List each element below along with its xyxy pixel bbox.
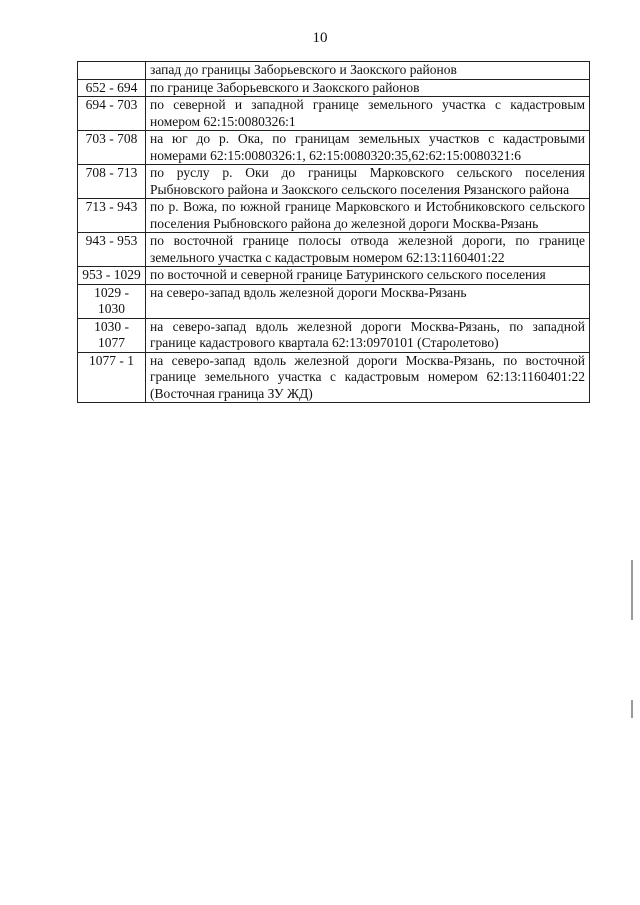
table-row <box>78 131 590 165</box>
table-row <box>78 352 590 403</box>
description-cell: на северо-запад вдоль железной дороги Москва-Рязань, по западной границе кадастрового квартала 62:13:0970101 (Старолетово) <box>146 318 590 352</box>
description-cell: по восточной границе полосы отвода железной дороги, по границе земельного участка с кадастровым номером 62:13:1160401:22 <box>146 233 590 267</box>
scan-edge-mark <box>631 560 633 620</box>
boundary-segments-table <box>77 61 590 403</box>
table-row <box>78 199 590 233</box>
scan-edge-mark <box>631 700 633 718</box>
description-cell: по северной и западной границе земельного участка с кадастровым номером 62:15:0080326:1 <box>146 97 590 131</box>
table-row <box>78 97 590 131</box>
description-cell: по р. Вожа, по южной границе Марковского и Истобниковского сельского поселения Рыбновского района до железной дороги Москва-Рязань <box>146 199 590 233</box>
table-row <box>78 79 590 97</box>
description-cell: по границе Заборьевского и Заокского районов <box>146 79 590 97</box>
description-cell: на северо-запад вдоль железной дороги Москва-Рязань <box>146 284 590 318</box>
table-row <box>78 165 590 199</box>
segment-cell: 1077 - 1 <box>78 352 146 403</box>
table-row <box>78 62 590 80</box>
table-row <box>78 233 590 267</box>
description-cell: по руслу р. Оки до границы Марковского сельского поселения Рыбновского района и Заокского сельского поселения Рязанского района <box>146 165 590 199</box>
description-cell: на юг до р. Ока, по границам земельных участков с кадастровыми номерами 62:15:0080326:1, 62:15:0080320:35,62:62:15:0080321:6 <box>146 131 590 165</box>
segment-cell: 694 - 703 <box>78 97 146 131</box>
table-row <box>78 284 590 318</box>
segment-cell: 1030 - 1077 <box>78 318 146 352</box>
description-cell: на северо-запад вдоль железной дороги Москва-Рязань, по восточной границе земельного участка с кадастровым номером 62:13:1160401:22 (Восточная граница ЗУ ЖД) <box>146 352 590 403</box>
segment-cell: 943 - 953 <box>78 233 146 267</box>
table-row <box>78 318 590 352</box>
segment-cell: 708 - 713 <box>78 165 146 199</box>
segment-cell: 703 - 708 <box>78 131 146 165</box>
description-cell: по восточной и северной границе Батуринского сельского поселения <box>146 267 590 285</box>
segment-cell: 953 - 1029 <box>78 267 146 285</box>
segment-cell <box>78 62 146 80</box>
segment-cell: 1029 - 1030 <box>78 284 146 318</box>
description-cell: запад до границы Заборьевского и Заокского районов <box>146 62 590 80</box>
table-row <box>78 267 590 285</box>
page-number: 10 <box>312 30 328 46</box>
segment-cell: 652 - 694 <box>78 79 146 97</box>
segment-cell: 713 - 943 <box>78 199 146 233</box>
